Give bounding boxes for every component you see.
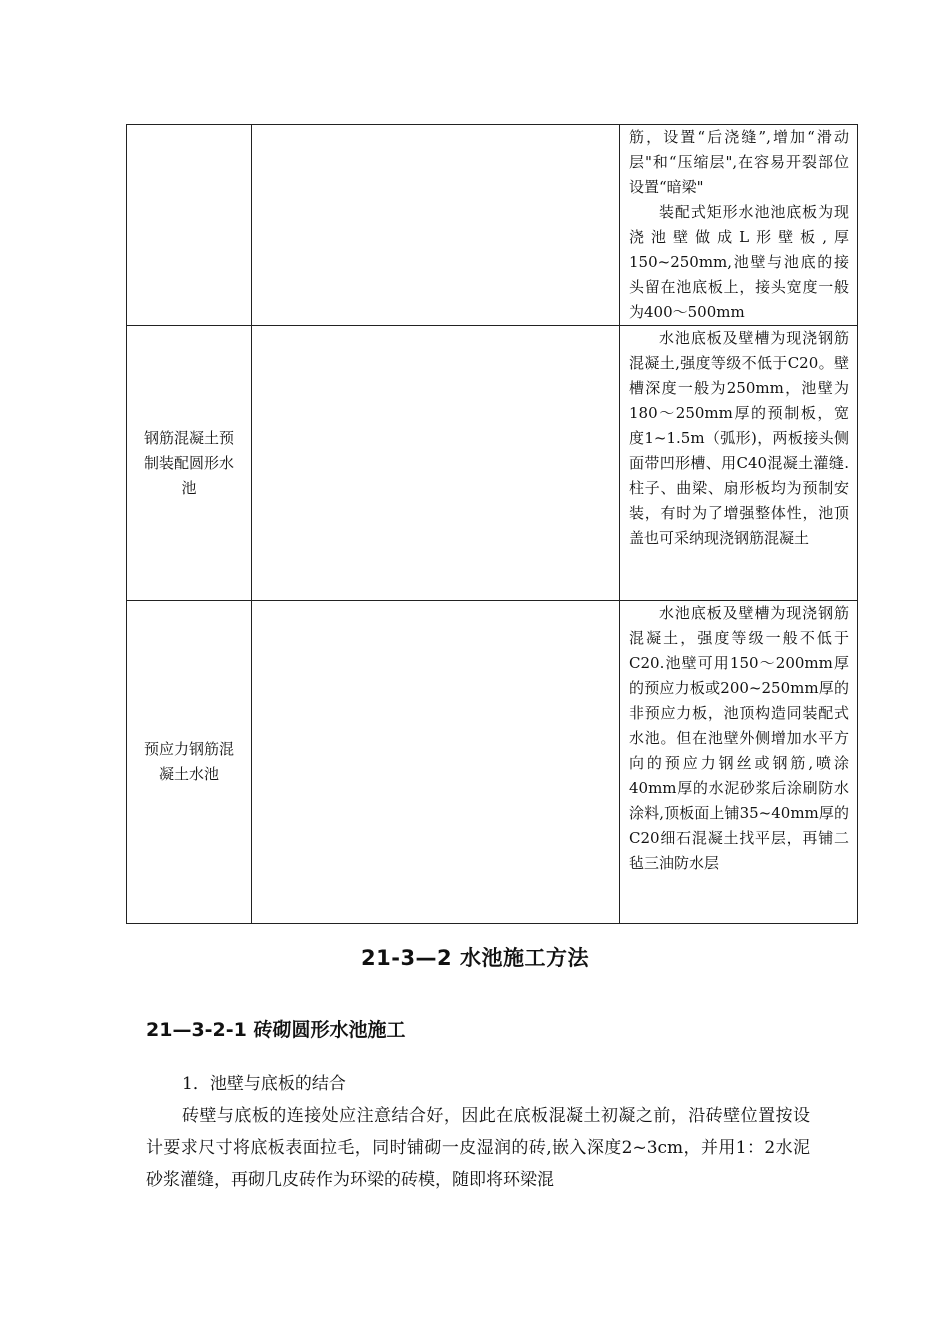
table-row [127, 601, 858, 924]
description-cell [620, 326, 858, 601]
pool-types-table [126, 124, 858, 924]
pool-type-cell [127, 125, 252, 326]
pool-type-cell: 预应力钢筋混凝土水池 [127, 601, 252, 924]
body-paragraph: 砖壁与底板的连接处应注意结合好，因此在底板混凝土初凝之前，沿砖壁位置按设计要求尺寸将底板表面拉毛，同时铺砌一皮湿润的砖,嵌入深度2~3cm，并用1：2水泥砂浆灌缝，再砌几皮砖作为环梁的砖模，随即将环梁混 [146, 1106, 810, 1190]
section-heading: 21-3—2 水池施工方法 [361, 946, 589, 970]
description-cell [620, 125, 858, 326]
table-row [127, 125, 858, 326]
description-paragraph: 装配式矩形水池池底板为现浇池壁做成L形壁板,厚150~250mm,池壁与池底的接头留在池底板上，接头宽度一般为400～500mm [629, 203, 849, 321]
diagram-cell [252, 601, 620, 924]
description-paragraph: 水池底板及壁槽为现浇钢筋混凝土，强度等级一般不低于C20.池壁可用150～200mm厚的预应力板或200~250mm厚的非预应力板，池顶构造同装配式水池。但在池壁外侧增加水平方向的预应力钢丝或钢筋,喷涂40mm厚的水泥砂浆后涂刷防水涂料,顶板面上铺35~40mm厚的C20细石混凝土找平层，再铺二毡三油防水层 [629, 604, 849, 872]
pool-type-cell: 钢筋混凝土预制装配圆形水池 [127, 326, 252, 601]
description-cell [620, 601, 858, 924]
description-paragraph: 水池底板及壁槽为现浇钢筋混凝土,强度等级不低于C20。壁槽深度一般为250mm，池壁为180～250mm厚的预制板，宽度1~1.5m（弧形)，两板接头侧面带凹形槽、用C40混凝土灌缝.柱子、曲梁、扇形板均为预制安装，有时为了增强整体性，池顶盖也可采纳现浇钢筋混凝土 [629, 329, 849, 547]
description-paragraph: 筋，设置“后浇缝”,增加“滑动层"和“压缩层",在容易开裂部位设置“暗梁" [629, 128, 849, 196]
body-text [146, 1068, 810, 1196]
list-item: 1．池壁与底板的结合 [182, 1074, 346, 1094]
subsection-heading: 21—3-2-1 砖砌圆形水池施工 [146, 1019, 406, 1041]
table-row [127, 326, 858, 601]
diagram-cell [252, 326, 620, 601]
diagram-cell [252, 125, 620, 326]
